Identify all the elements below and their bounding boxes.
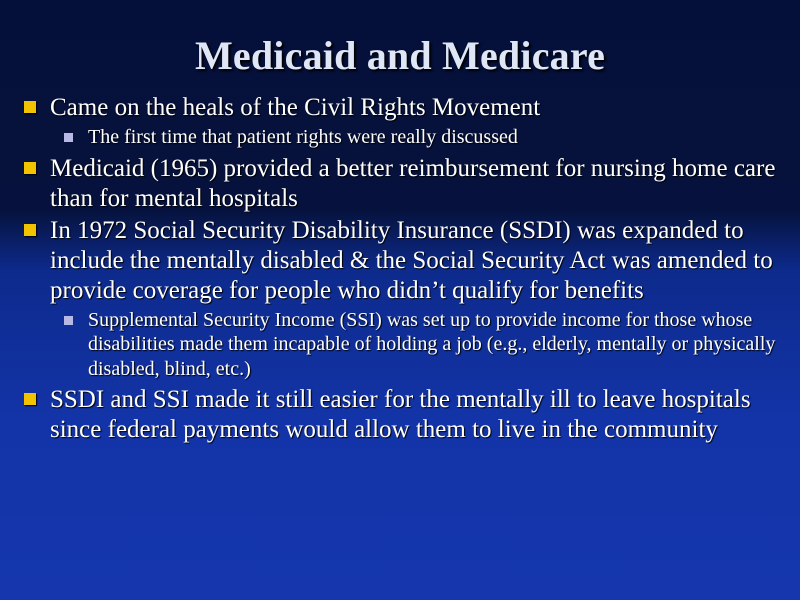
slide-title: Medicaid and Medicare <box>194 33 606 78</box>
square-bullet-icon <box>24 162 36 174</box>
sub-bullet-text: The first time that patient rights were really discussed <box>88 126 518 148</box>
sub-bullet-item <box>22 125 782 150</box>
bullet-text: In 1972 Social Security Disability Insurance (SSDI) was expanded to include the mentally disabled & the Social Security Act was amended to provide coverage for people who didn’t qualify for benefits <box>50 216 773 304</box>
bullet-item <box>22 216 782 306</box>
square-bullet-icon <box>24 393 36 405</box>
square-sub-bullet-icon <box>64 316 73 325</box>
sub-bullet-text: Supplemental Security Income (SSI) was set up to provide income for those whose disabilities made them incapable of holding a job (e.g., elderly, mentally or physically disabled, blind, etc.) <box>88 308 776 380</box>
square-bullet-icon <box>24 224 36 236</box>
square-bullet-icon <box>24 101 36 113</box>
bullet-text: Medicaid (1965) provided a better reimbursement for nursing home care than for mental hospitals <box>50 154 776 212</box>
bullet-text: SSDI and SSI made it still easier for the mentally ill to leave hospitals since federal payments would allow them to live in the community <box>50 386 751 443</box>
bullet-item <box>22 93 782 123</box>
sub-bullet-item <box>22 308 782 382</box>
bullet-item <box>22 154 782 214</box>
bullet-text: Came on the heals of the Civil Rights Movement <box>50 94 541 121</box>
bullet-item <box>22 385 782 445</box>
bullet-list <box>22 93 782 447</box>
square-sub-bullet-icon <box>64 133 73 142</box>
